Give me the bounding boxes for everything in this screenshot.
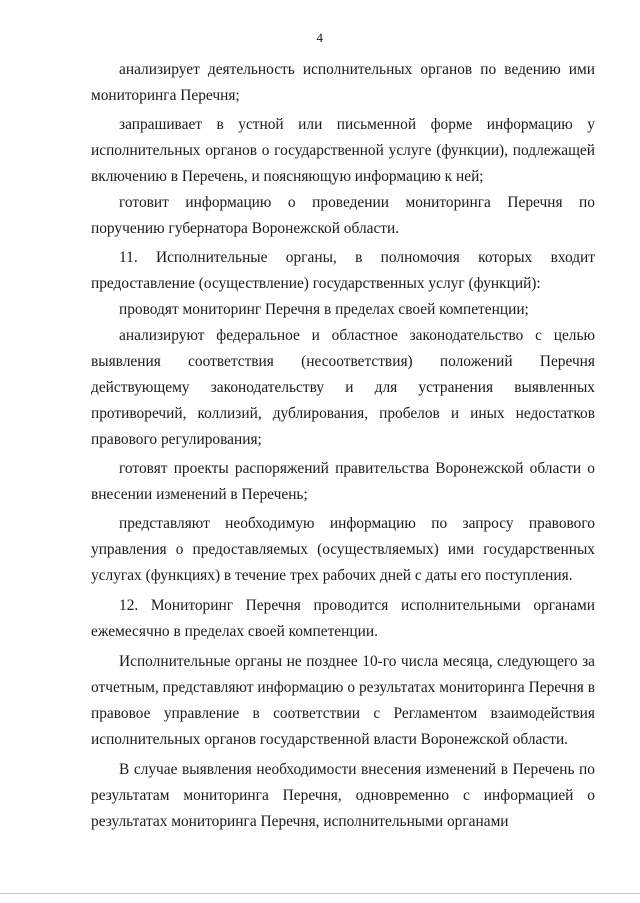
document-body	[91, 57, 595, 835]
paragraph-item-12: 12. Мониторинг Перечня проводится исполнительными органами ежемесячно в пределах своей компетенции.	[91, 597, 595, 640]
bottom-edge-line	[0, 893, 640, 894]
paragraph-analyzes-activity: анализирует деятельность исполнительных органов по ведению ими мониторинга Перечня;	[91, 61, 595, 104]
paragraph-changes-needed: В случае выявления необходимости внесения изменений в Перечень по результатам мониторинга Перечня, одновременно с информацией о результатах мониторинга Перечня, исполнительными органами	[91, 761, 595, 830]
paragraph-item-11: 11. Исполнительные органы, в полномочия которых входит предоставление (осуществление) государственных услуг (функций):	[91, 249, 595, 292]
paragraph-prepare-drafts: готовят проекты распоряжений правительства Воронежской области о внесении изменений в Перечень;	[91, 460, 595, 503]
paragraph-provide-information: представляют необходимую информацию по запросу правового управления о предоставляемых (осуществляемых) ими государственных услугах (функциях) в течение трех рабочих дней с даты его поступления.	[91, 515, 595, 584]
paragraph-analyze-legislation: анализируют федеральное и областное законодательство с целью выявления соответствия (несоответствия) положений Перечня действующему законодательству и для устранения выявленных противоречий, коллизий, дублирования, пробелов и иных недостатков правового регулирования;	[91, 327, 595, 448]
paragraph-conduct-monitoring: проводят мониторинг Перечня в пределах своей компетенции;	[119, 301, 529, 318]
paragraph-deadline: Исполнительные органы не позднее 10-го числа месяца, следующего за отчетным, представляют информацию о результатах мониторинга Перечня в правовое управление в соответствии с Регламентом взаимодействия исполнительных органов государственной власти Воронежской области.	[91, 653, 595, 748]
paragraph-prepares-information: готовит информацию о проведении мониторинга Перечня по поручению губернатора Воронежской области.	[91, 194, 595, 237]
paragraph-requests-information: запрашивает в устной или письменной форме информацию у исполнительных органов о государственной услуге (функции), подлежащей включению в Перечень, и поясняющую информацию к ней;	[91, 116, 595, 185]
page-number: 4	[316, 30, 324, 45]
